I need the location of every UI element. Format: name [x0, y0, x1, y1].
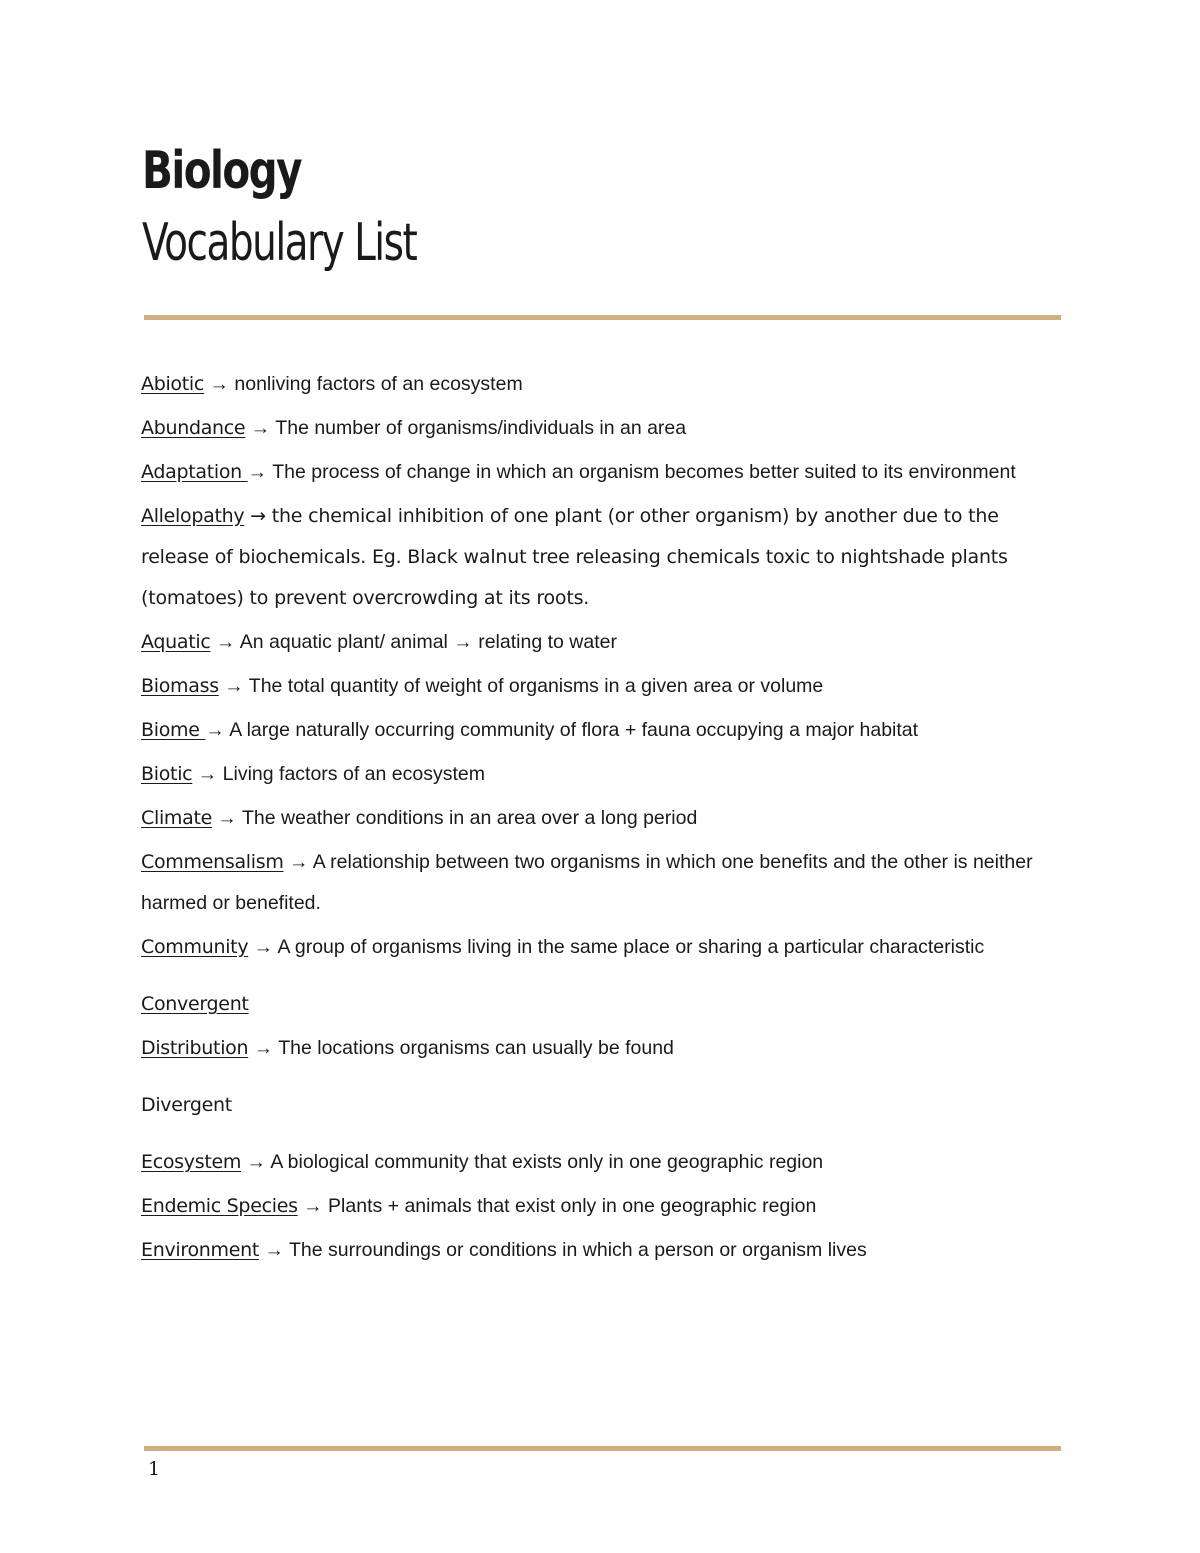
- vocab-term: Commensalism: [141, 851, 284, 873]
- document-subtitle: Vocabulary List: [142, 213, 417, 273]
- vocab-entry-environment: [141, 1230, 1061, 1271]
- vocab-term: Biomass: [141, 675, 219, 697]
- vocab-term: Aquatic: [141, 631, 211, 653]
- vocab-entry-biomass: [141, 666, 1061, 707]
- top-divider: [144, 315, 1061, 320]
- bottom-divider: [144, 1446, 1061, 1451]
- vocab-entry-endemic-species: [141, 1186, 1061, 1227]
- document-title: Biology: [142, 141, 302, 201]
- vocab-definition: → the chemical inhibition of one plant (or other organism) by another due to the release of biochemicals. Eg. Black walnut tree releasing chemicals toxic to nightshade plants (tomatoes) to prevent overcrowding at its roots.: [141, 505, 1008, 609]
- vocab-entry-allelopathy: [141, 496, 1061, 619]
- vocab-definition: → The weather conditions in an area over a long period: [212, 807, 698, 829]
- page-number: 1: [148, 1458, 161, 1480]
- vocab-term: Distribution: [141, 1037, 249, 1059]
- vocab-entry-abiotic: [141, 364, 1061, 405]
- vocab-entry-commensalism: [141, 842, 1061, 924]
- vocab-entry-abundance: [141, 408, 1061, 449]
- vocab-term: Climate: [141, 807, 213, 829]
- vocab-term: Community: [141, 936, 249, 958]
- vocab-definition: → A biological community that exists only in one geographic region: [241, 1151, 824, 1173]
- vocab-definition: → nonliving factors of an ecosystem: [204, 373, 523, 395]
- vocab-definition: → A large naturally occurring community of flora + fauna occupying a major habitat: [205, 719, 919, 741]
- vocab-definition: → An aquatic plant/ animal → relating to water: [210, 631, 617, 653]
- vocab-definition: → A relationship between two organisms in which one benefits and the other is neither harmed or benefited.: [141, 851, 1033, 914]
- vocab-term: Biotic: [141, 763, 193, 785]
- vocab-definition: → The surroundings or conditions in which a person or organism lives: [259, 1239, 867, 1261]
- vocab-definition: → Plants + animals that exist only in one geographic region: [297, 1195, 817, 1217]
- vocab-entry-biotic: [141, 754, 1061, 795]
- vocab-entry-adaptation: [141, 452, 1061, 493]
- vocab-term: Ecosystem: [141, 1151, 242, 1173]
- vocab-definition: → The number of organisms/individuals in an area: [245, 417, 687, 439]
- vocab-entry-community: [141, 927, 1061, 968]
- vocab-term: Biome: [141, 719, 206, 741]
- vocab-definition: → A group of organisms living in the same place or sharing a particular characteristic: [248, 936, 985, 958]
- vocab-term: Endemic Species: [141, 1195, 298, 1217]
- vocab-term: Adaptation: [141, 461, 248, 483]
- vocab-definition: → The process of change in which an organism becomes better suited to its environment: [247, 461, 1016, 483]
- vocab-entry-ecosystem: [141, 1142, 1061, 1183]
- vocab-term: Abundance: [141, 417, 246, 439]
- vocab-term: Abiotic: [141, 373, 205, 395]
- vocab-entry-biome: [141, 710, 1061, 751]
- vocab-entry-climate: [141, 798, 1061, 839]
- vocab-definition: → The total quantity of weight of organisms in a given area or volume: [218, 675, 824, 697]
- vocab-term: Allelopathy: [141, 505, 245, 527]
- vocab-entry-convergent: [141, 984, 1061, 1025]
- vocab-definition: → Living factors of an ecosystem: [192, 763, 485, 785]
- vocabulary-list: [141, 364, 1061, 1274]
- vocab-entry-distribution: [141, 1028, 1061, 1069]
- vocab-term: Environment: [141, 1239, 260, 1261]
- vocab-term: Convergent: [141, 993, 249, 1015]
- vocab-term: Divergent: [141, 1094, 232, 1116]
- vocab-definition: → The locations organisms can usually be found: [248, 1037, 674, 1059]
- vocab-entry-divergent: [141, 1085, 1061, 1126]
- vocab-entry-aquatic: [141, 622, 1061, 663]
